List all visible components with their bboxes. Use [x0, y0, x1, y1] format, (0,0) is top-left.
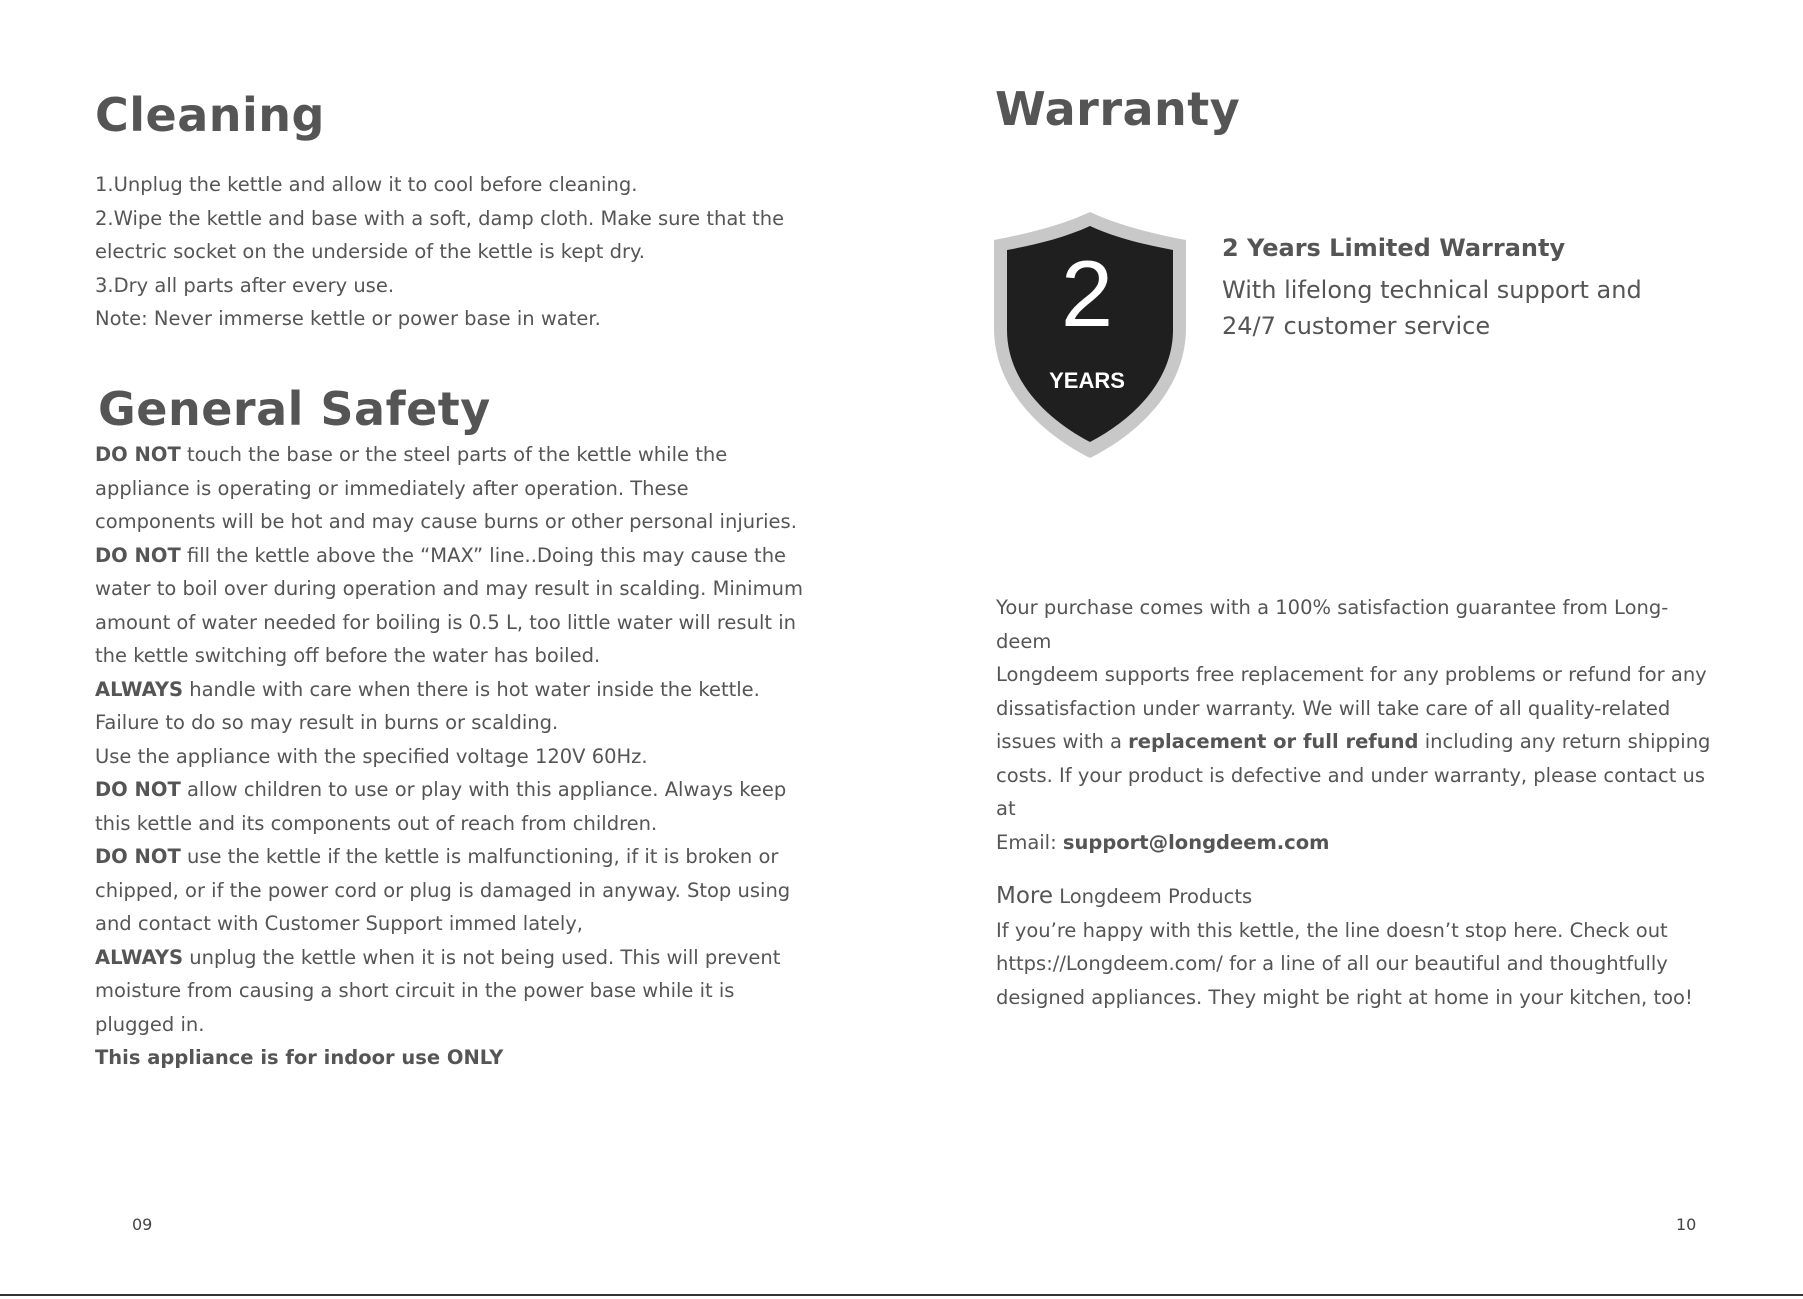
page-number-right: 10: [1676, 1215, 1697, 1234]
cleaning-title: Cleaning: [95, 88, 325, 142]
cleaning-step-3: 3.Dry all parts after every use.: [95, 273, 395, 297]
warranty-subtext: With lifelong technical support and 24/7 customer service: [1222, 276, 1642, 340]
safety-item: DO NOT touch the base or the steel parts of the kettle while the appliance is operating or immediately after operation. These components will be hot and may cause burns or other personal injuries.: [95, 443, 797, 533]
two-year-badge-icon: [990, 208, 1190, 460]
support-text: Longdeem supports free replacement for any problems or refund for any dissatisfaction under warranty. We will take care of all quality-related issues with a replacement or full refund including any return shipping costs. If your product is defective and under warranty, please contact us at: [996, 663, 1711, 820]
safety-item: Use the appliance with the specified voltage 120V 60Hz.: [95, 744, 648, 768]
guarantee-line: Your purchase comes with a 100% satisfaction guarantee from Long-deem: [996, 596, 1669, 653]
safety-title: General Safety: [98, 382, 491, 436]
more-products-heading: More Longdeem Products: [996, 883, 1253, 909]
safety-item: DO NOT fill the kettle above the “MAX” line..Doing this may cause the water to boil over during operation and may result in scalding. Minimum amount of water needed for boiling is 0.5 L, too little water will result in the kettle switching off before the water has boiled.: [95, 543, 803, 667]
cleaning-step-1: 1.Unplug the kettle and allow it to cool before cleaning.: [95, 173, 638, 196]
cleaning-note: Note: Never immerse kettle or power base in water.: [95, 307, 601, 330]
badge-number: 2: [1060, 241, 1114, 346]
email-line: Email: support@longdeem.com: [996, 830, 1330, 854]
safety-item: DO NOT use the kettle if the kettle is malfunctioning, if it is broken or chipped, or if the power cord or plug is damaged in anyway. Stop using and contact with Customer Support immed lately,: [95, 845, 791, 935]
cleaning-step-2: 2.Wipe the kettle and base with a soft, damp cloth. Make sure that the electric socket on the underside of the kettle is kept dry.: [95, 206, 785, 263]
guarantee-section: [996, 591, 1721, 859]
warranty-heading: 2 Years Limited Warranty: [1222, 234, 1566, 262]
warranty-title: Warranty: [995, 82, 1241, 136]
indoor-note: This appliance is for indoor use ONLY: [95, 1046, 504, 1069]
more-products-text: If you’re happy with this kettle, the line doesn’t stop here. Check out https://Longdeem.com/ for a line of all our beautiful and thoughtfully designed appliances. They might be right at home in your kitchen, too!: [996, 918, 1693, 1009]
safety-item: ALWAYS handle with care when there is hot water inside the kettle. Failure to do so may result in burns or scalding.: [95, 677, 760, 734]
page-number-left: 09: [132, 1215, 153, 1234]
bottom-border: [0, 1294, 1803, 1296]
safety-item: DO NOT allow children to use or play with this appliance. Always keep this kettle and its components out of reach from children.: [95, 778, 787, 835]
badge-label: YEARS: [1049, 368, 1125, 393]
more-products-section: [996, 880, 1721, 1014]
safety-item: ALWAYS unplug the kettle when it is not being used. This will prevent moisture from causing a short circuit in the power base while it is plugged in.: [95, 945, 781, 1036]
support-email: support@longdeem.com: [1062, 830, 1330, 854]
